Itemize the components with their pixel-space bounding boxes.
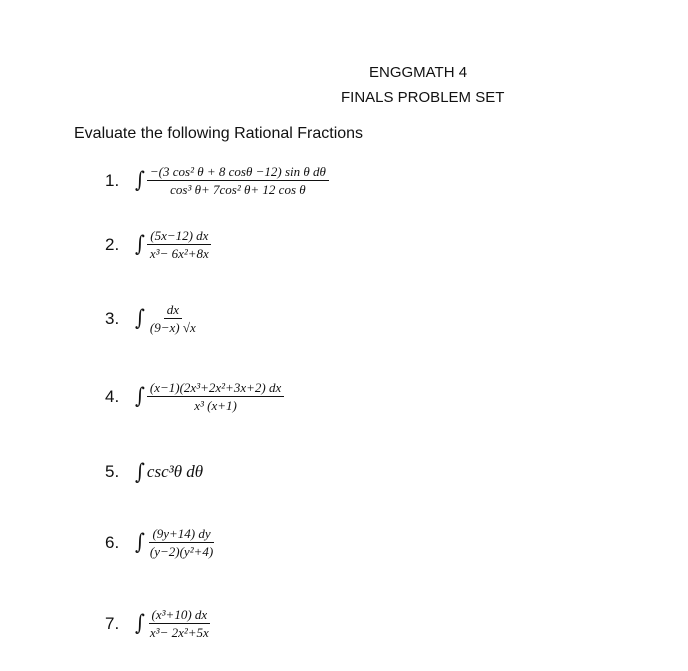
- problem-number: 4.: [105, 386, 120, 406]
- integral-sign: ∫: [135, 610, 145, 636]
- course-title: ENGGMATH 4: [369, 64, 468, 81]
- problem-number: 1.: [105, 170, 120, 190]
- denominator: cos³ θ+ 7cos² θ+ 12 cos θ: [170, 182, 306, 197]
- numerator: (x−1)(2x³+2x²+3x+2) dx: [147, 380, 284, 397]
- problem-7: [105, 607, 212, 640]
- fraction: [147, 380, 284, 413]
- integral-sign: ∫: [135, 383, 145, 409]
- instructions: Evaluate the following Rational Fractions: [74, 125, 364, 142]
- numerator: dx: [164, 302, 182, 319]
- numerator: (x³+10) dx: [149, 607, 211, 624]
- problem-5: [105, 458, 204, 485]
- integrand: csc³θ dθ: [146, 462, 204, 481]
- problem-4: [105, 380, 284, 413]
- problem-number: 3.: [105, 308, 120, 328]
- fraction: [147, 302, 199, 335]
- denominator: (y−2)(y²+4): [149, 544, 214, 559]
- integral-sign: ∫: [135, 458, 145, 485]
- fraction: [147, 228, 212, 261]
- problem-number: 5.: [105, 462, 120, 481]
- integral-sign: ∫: [135, 305, 145, 331]
- integral-sign: ∫: [135, 529, 145, 555]
- fraction: [147, 526, 216, 559]
- denominator: x³ (x+1): [194, 398, 237, 413]
- numerator: (5x−12) dx: [147, 228, 211, 245]
- fraction: [147, 607, 212, 640]
- integral-sign: ∫: [135, 167, 145, 193]
- problem-6: [105, 526, 216, 559]
- numerator: (9y+14) dy: [149, 526, 213, 543]
- integral-sign: ∫: [135, 231, 145, 257]
- fraction: [147, 164, 329, 197]
- denominator: x³− 6x²+8x: [149, 246, 209, 261]
- denominator: (9−x) √x: [149, 320, 196, 335]
- problem-set-title: FINALS PROBLEM SET: [341, 89, 505, 106]
- problem-2: [105, 228, 212, 261]
- numerator: −(3 cos² θ + 8 cosθ −12) sin θ dθ: [147, 164, 329, 181]
- denominator: x³− 2x²+5x: [149, 625, 209, 640]
- problem-number: 6.: [105, 532, 120, 552]
- problem-3: [105, 302, 199, 335]
- problem-number: 7.: [105, 613, 120, 633]
- problem-number: 2.: [105, 234, 120, 254]
- problem-1: [105, 164, 329, 197]
